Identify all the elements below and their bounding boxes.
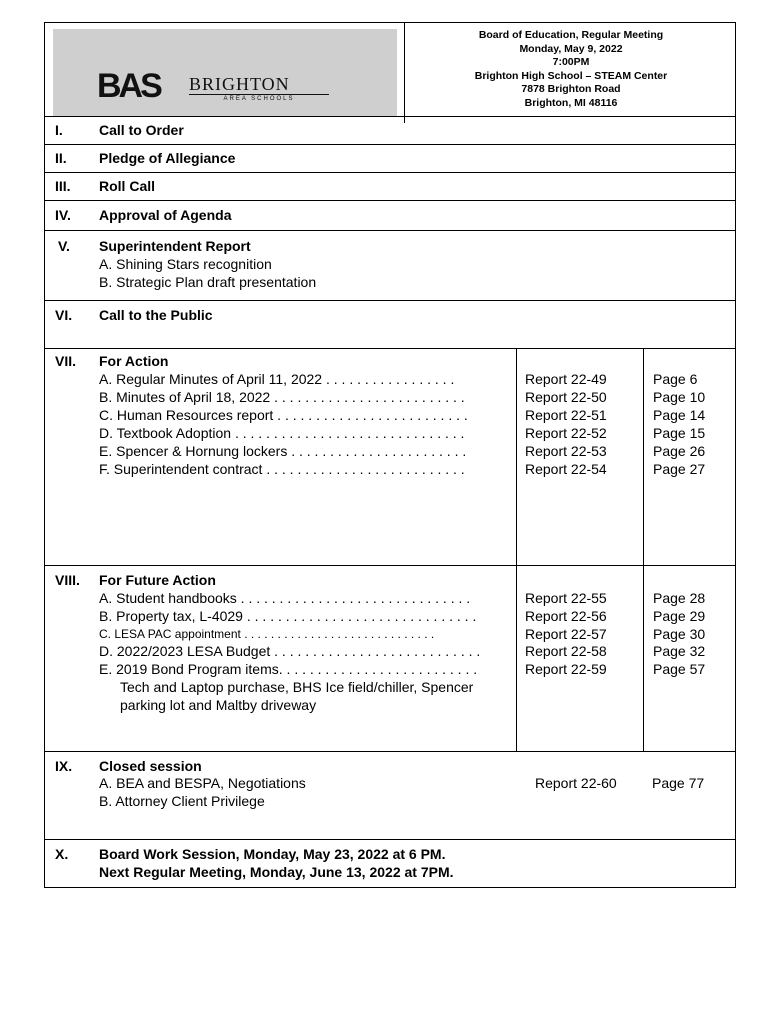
report-column-divider (516, 348, 517, 751)
section-number: V. (58, 238, 70, 254)
next-meeting-line: Next Regular Meeting, Monday, June 13, 2022 at 7PM. (99, 864, 454, 880)
logo-subtitle: AREA SCHOOLS (189, 94, 329, 103)
list-item-continuation: parking lot and Maltby driveway (120, 697, 317, 713)
list-item: B. Minutes of April 18, 2022 . . . . . . . . . . . . . . . . . . . . . . . . . (99, 389, 465, 405)
section-title: Call to the Public (99, 307, 213, 323)
agenda-sheet (44, 22, 736, 888)
meeting-city: Brighton, MI 48116 (524, 96, 618, 109)
row-divider (45, 172, 735, 173)
section-title: Approval of Agenda (99, 207, 232, 223)
meeting-info (409, 29, 733, 110)
list-item: D. 2022/2023 LESA Budget . . . . . . . . . . . . . . . . . . . . . . . . . . . (99, 643, 481, 659)
page-number: Page 14 (653, 407, 706, 423)
list-item: B. Property tax, L-4029 . . . . . . . . . . . . . . . . . . . . . . . . . . . . . . (99, 608, 477, 624)
section-number: III. (55, 178, 71, 194)
section-title: Roll Call (99, 178, 156, 194)
report-number: Report 22-60 (535, 775, 617, 791)
report-number: Report 22-51 (525, 407, 607, 423)
list-item: E. Spencer & Hornung lockers . . . . . . . . . . . . . . . . . . . . . . . (99, 443, 467, 459)
section-title: Superintendent Report (99, 238, 251, 254)
section-title: Closed session (99, 758, 202, 774)
list-item-continuation: Tech and Laptop purchase, BHS Ice field/chiller, Spencer (120, 679, 474, 695)
list-item: B. Strategic Plan draft presentation (99, 274, 317, 290)
list-item: E. 2019 Bond Program items. . . . . . . . . . . . . . . . . . . . . . . . . . (99, 661, 478, 677)
list-item: C. LESA PAC appointment . . . . . . . . . . . . . . . . . . . . . . . . . . . . . (99, 627, 435, 641)
page-number: Page 29 (653, 608, 706, 624)
section-number: VII. (55, 353, 77, 369)
report-number: Report 22-49 (525, 371, 607, 387)
page-number: Page 27 (653, 461, 706, 477)
section-title: Pledge of Allegiance (99, 150, 236, 166)
logo-mark: BAS (97, 67, 160, 105)
report-number: Report 22-52 (525, 425, 607, 441)
page-number: Page 32 (653, 643, 706, 659)
section-number: II. (55, 150, 67, 166)
page-column-divider (643, 348, 644, 751)
section-number: I. (55, 122, 63, 138)
report-number: Report 22-57 (525, 626, 607, 642)
section-title: For Action (99, 353, 169, 369)
page-number: Page 77 (652, 775, 705, 791)
header-divider (404, 23, 405, 123)
section-number: VI. (55, 307, 73, 323)
report-number: Report 22-54 (525, 461, 607, 477)
logo-name: BRIGHTON (189, 74, 290, 94)
report-number: Report 22-58 (525, 643, 607, 659)
section-number: VIII. (55, 572, 80, 588)
brighton-logo (53, 29, 397, 117)
report-number: Report 22-59 (525, 661, 607, 677)
page-number: Page 15 (653, 425, 706, 441)
report-number: Report 22-50 (525, 389, 607, 405)
list-item: D. Textbook Adoption . . . . . . . . . . . . . . . . . . . . . . . . . . . . . . (99, 425, 465, 441)
meeting-location: Brighton High School – STEAM Center (474, 69, 668, 82)
page-number: Page 26 (653, 443, 706, 459)
page-number: Page 57 (653, 661, 706, 677)
row-divider (45, 300, 735, 301)
page-number: Page 28 (653, 590, 706, 606)
section-title: For Future Action (99, 572, 216, 588)
row-divider (45, 230, 735, 231)
meeting-date: Monday, May 9, 2022 (519, 42, 623, 55)
next-meeting-line: Board Work Session, Monday, May 23, 2022 at 6 PM. (99, 846, 446, 862)
list-item: F. Superintendent contract . . . . . . . . . . . . . . . . . . . . . . . . . . (99, 461, 465, 477)
report-number: Report 22-55 (525, 590, 607, 606)
report-number: Report 22-53 (525, 443, 607, 459)
meeting-address: 7878 Brighton Road (521, 83, 621, 95)
meeting-time: 7:00PM (552, 56, 590, 68)
row-divider (45, 565, 735, 566)
section-number: IV. (55, 207, 71, 223)
meeting-title: Board of Education, Regular Meeting (478, 29, 664, 41)
list-item: A. Student handbooks . . . . . . . . . . . . . . . . . . . . . . . . . . . . . . (99, 590, 471, 606)
section-number: X. (55, 846, 69, 862)
row-divider (45, 751, 735, 752)
list-item: C. Human Resources report . . . . . . . . . . . . . . . . . . . . . . . . . (99, 407, 468, 423)
list-item: B. Attorney Client Privilege (99, 793, 265, 809)
row-divider (45, 200, 735, 201)
report-number: Report 22-56 (525, 608, 607, 624)
page-number: Page 10 (653, 389, 706, 405)
list-item: A. Regular Minutes of April 11, 2022 . . . . . . . . . . . . . . . . . (99, 371, 455, 387)
section-title: Call to Order (99, 122, 184, 138)
row-divider (45, 144, 735, 145)
list-item: A. BEA and BESPA, Negotiations (99, 775, 306, 791)
page-number: Page 6 (653, 371, 698, 387)
row-divider (45, 839, 735, 840)
page-number: Page 30 (653, 626, 706, 642)
row-divider (45, 116, 735, 117)
list-item: A. Shining Stars recognition (99, 256, 272, 272)
section-number: IX. (55, 758, 73, 774)
row-divider (45, 348, 735, 349)
